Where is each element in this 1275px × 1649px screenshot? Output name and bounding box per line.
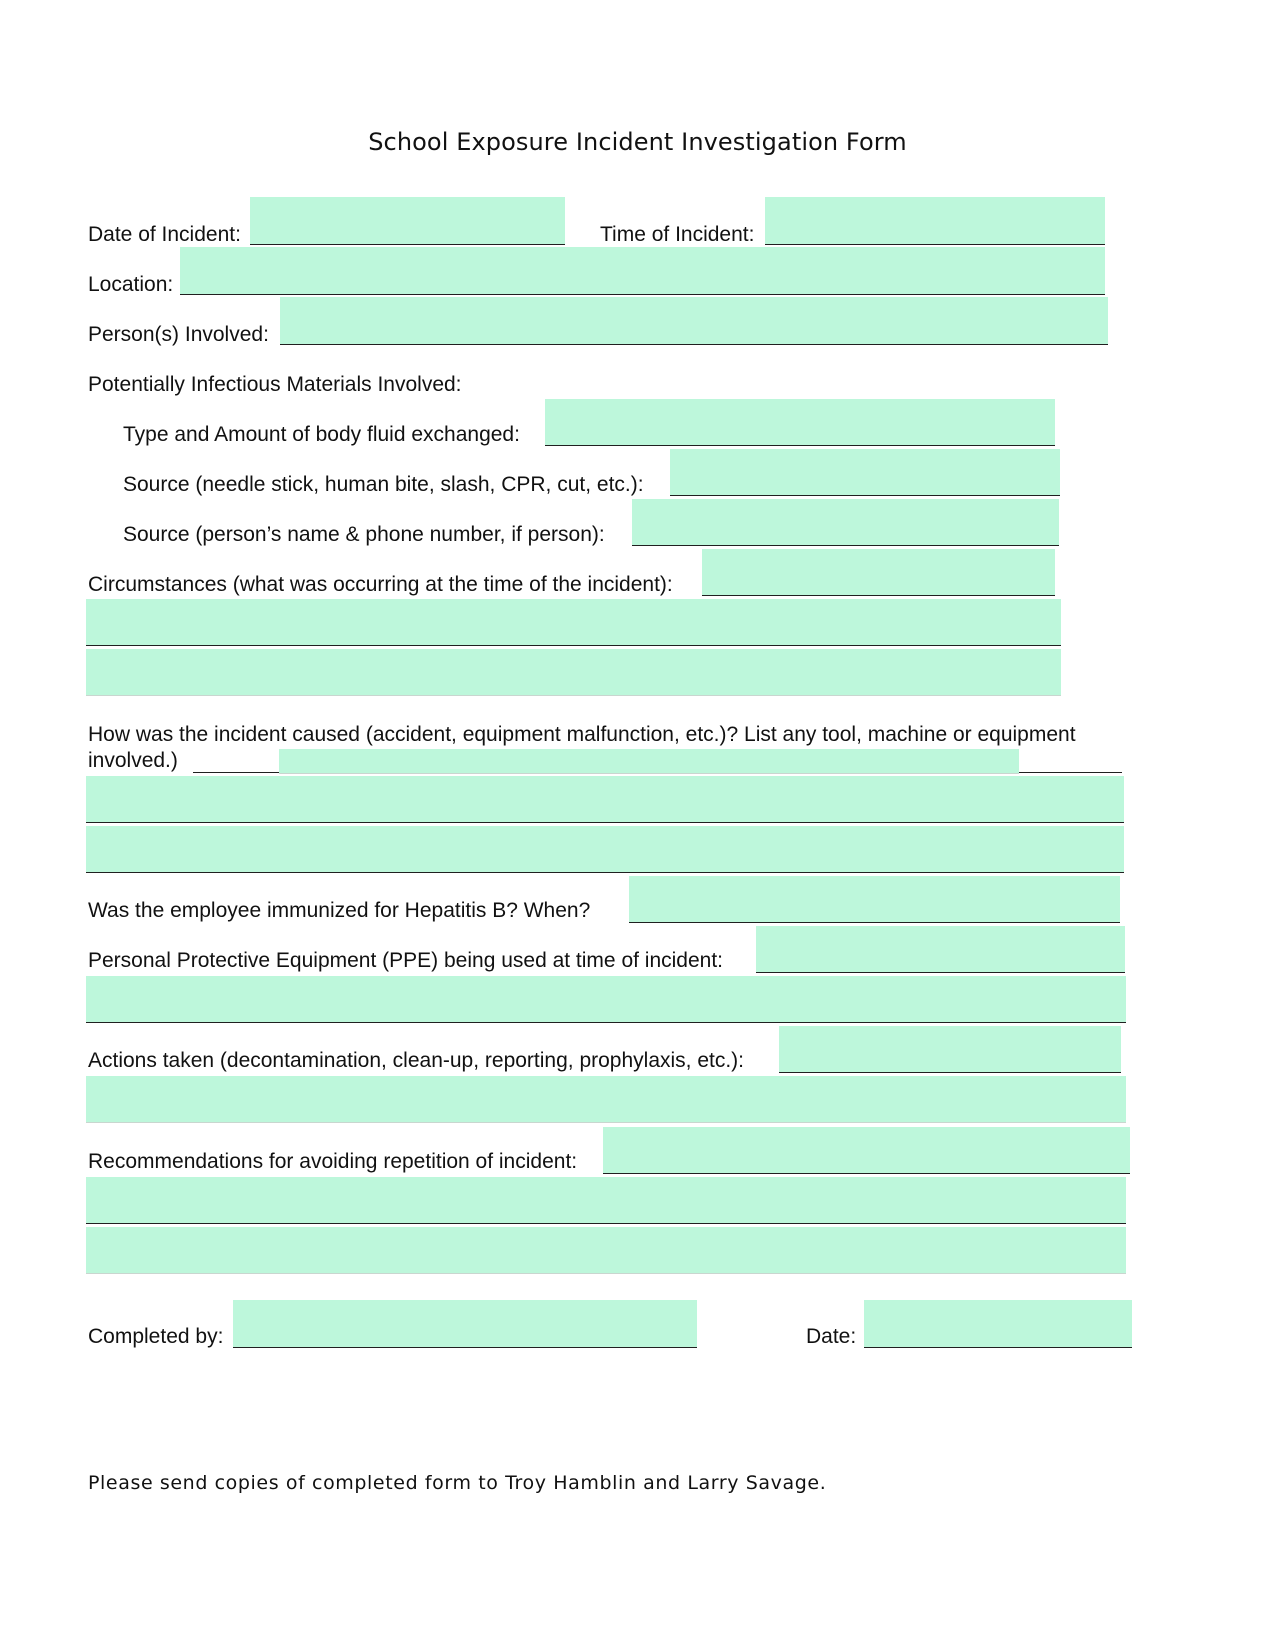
form-title: School Exposure Incident Investigation Form — [368, 128, 907, 156]
circumstances-field-1[interactable] — [702, 549, 1055, 596]
cause-field-1[interactable] — [279, 749, 1019, 774]
completed-by-field[interactable] — [233, 1300, 697, 1348]
location-label: Location: — [88, 273, 174, 296]
cause-field-2[interactable] — [86, 776, 1124, 823]
recommendations-label: Recommendations for avoiding repetition of incident: — [88, 1150, 578, 1173]
source-person-label: Source (person’s name & phone number, if person): — [123, 523, 605, 546]
cause-label-line2: involved.) — [88, 749, 178, 772]
source-person-field[interactable] — [632, 499, 1059, 546]
actions-label: Actions taken (decontamination, clean-up, reporting, prophylaxis, etc.): — [88, 1049, 745, 1072]
completion-date-field[interactable] — [864, 1300, 1132, 1348]
location-field[interactable] — [180, 247, 1105, 295]
recommendations-field-3[interactable] — [86, 1227, 1126, 1274]
circumstances-label: Circumstances (what was occurring at the time of the incident): — [88, 573, 673, 596]
completed-by-label: Completed by: — [88, 1325, 224, 1348]
materials-heading: Potentially Infectious Materials Involved: — [88, 373, 462, 396]
ppe-field-1[interactable] — [756, 926, 1125, 973]
circumstances-field-2[interactable] — [86, 599, 1061, 646]
recommendations-field-2[interactable] — [86, 1177, 1126, 1224]
cause-underline-right — [1019, 772, 1122, 773]
cause-label-line1: How was the incident caused (accident, equipment malfunction, etc.)? List any tool, machine or equipment — [88, 723, 1076, 746]
footer-note: Please send copies of completed form to Troy Hamblin and Larry Savage. — [88, 1472, 827, 1494]
time-of-incident-label: Time of Incident: — [600, 223, 755, 246]
fluid-type-field[interactable] — [545, 399, 1055, 446]
source-type-field[interactable] — [670, 449, 1060, 496]
time-of-incident-field[interactable] — [765, 197, 1105, 245]
persons-involved-field[interactable] — [280, 297, 1108, 345]
actions-field-2[interactable] — [86, 1076, 1126, 1123]
date-of-incident-field[interactable] — [250, 197, 565, 245]
recommendations-field-1[interactable] — [603, 1127, 1130, 1174]
ppe-field-2[interactable] — [86, 976, 1126, 1023]
cause-field-3[interactable] — [86, 826, 1124, 873]
circumstances-field-3[interactable] — [86, 649, 1061, 696]
fluid-type-label: Type and Amount of body fluid exchanged: — [123, 423, 520, 446]
ppe-label: Personal Protective Equipment (PPE) being used at time of incident: — [88, 949, 724, 972]
date-of-incident-label: Date of Incident: — [88, 223, 241, 246]
hepatitis-label: Was the employee immunized for Hepatitis B? When? — [88, 899, 591, 922]
source-type-label: Source (needle stick, human bite, slash, CPR, cut, etc.): — [123, 473, 644, 496]
hepatitis-field[interactable] — [629, 876, 1120, 923]
cause-underline-left — [193, 772, 279, 773]
actions-field-1[interactable] — [779, 1026, 1121, 1073]
date-label: Date: — [806, 1325, 857, 1348]
persons-involved-label: Person(s) Involved: — [88, 323, 269, 346]
